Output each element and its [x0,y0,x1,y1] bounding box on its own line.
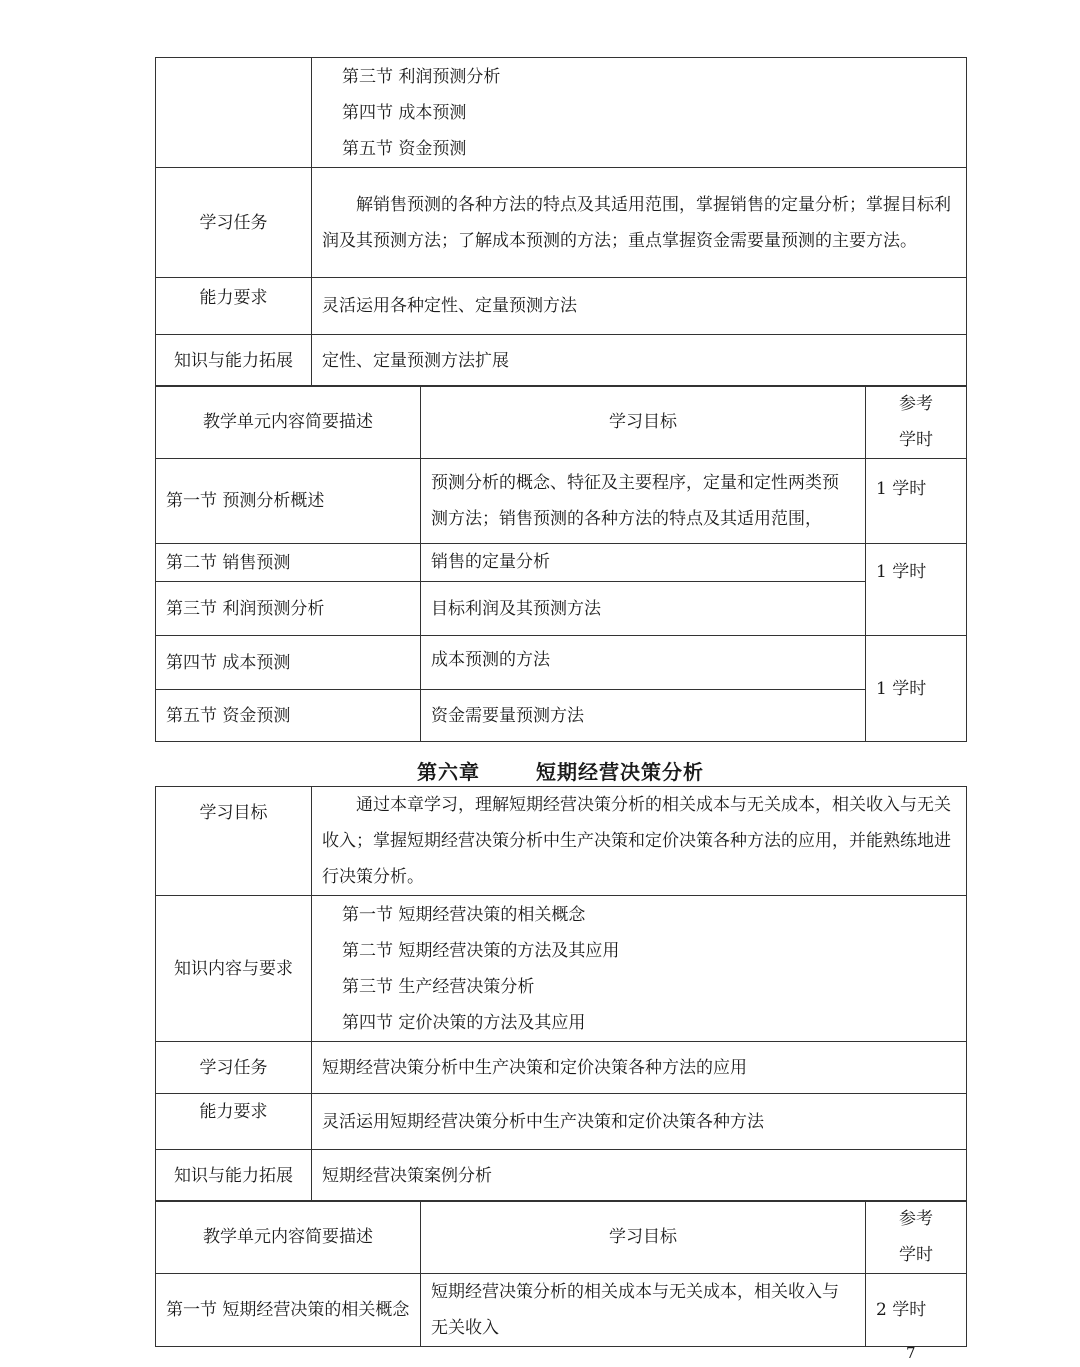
chapter5-units-table [155,385,967,742]
unit-goal: 销售的定量分析 [421,544,866,582]
unit-goal: 成本预测的方法 [421,636,866,690]
chapter6-title [155,756,966,785]
knowledge-line: 第一节 短期经营决策的相关概念 [342,904,586,925]
header-goal: 学习目标 [421,386,866,459]
chapter6-units-table [155,1200,967,1347]
unit-row [156,544,967,582]
knowledge-label-cell [156,58,312,168]
unit-desc: 第一节 预测分析概述 [156,459,421,544]
ability-text: 灵活运用各种定性、定量预测方法 [312,278,967,335]
units-header-row [156,1201,967,1274]
ability-label: 能力要求 [156,1094,312,1150]
knowledge-line: 第五节 资金预测 [342,138,467,159]
unit-row [156,1274,967,1347]
unit-row [156,582,967,636]
chapter6-name: 短期经营决策分析 [535,760,704,784]
header-ref-line2: 学时 [899,430,933,450]
extension-label: 知识与能力拓展 [156,1150,312,1202]
knowledge-line: 第三节 生产经营决策分析 [342,976,535,997]
knowledge-line: 第四节 成本预测 [342,102,467,123]
tasks-label: 学习任务 [156,168,312,278]
unit-desc: 第三节 利润预测分析 [156,582,421,636]
unit-desc: 第五节 资金预测 [156,690,421,742]
tasks-text [312,168,967,278]
extension-row [156,1150,967,1202]
knowledge-line: 第二节 短期经营决策的方法及其应用 [342,940,620,961]
page-number: 7 [906,1344,916,1362]
ability-row [156,1094,967,1150]
tasks-text: 短期经营决策分析中生产决策和定价决策各种方法的应用 [312,1042,967,1094]
goal-label: 学习目标 [156,787,312,896]
header-desc: 教学单元内容简要描述 [156,386,421,459]
tasks-row [156,168,967,278]
unit-desc: 第四节 成本预测 [156,636,421,690]
unit-goal: 目标利润及其预测方法 [421,582,866,636]
header-ref-line1: 参考 [899,394,933,414]
goal-row [156,787,967,896]
unit-hours: 1 学时 [866,544,967,636]
header-ref-line1: 参考 [899,1209,933,1229]
header-goal: 学习目标 [421,1201,866,1274]
chapter5-overview-table [155,57,967,387]
unit-row [156,636,967,690]
unit-goal: 预测分析的概念、特征及主要程序，定量和定性两类预测方法；销售预测的各种方法的特点及其适用范围， [421,459,866,544]
chapter6-overview-table [155,786,967,1202]
unit-hours: 1 学时 [866,636,967,742]
extension-row [156,335,967,387]
knowledge-label: 知识内容与要求 [156,896,312,1042]
unit-desc: 第一节 短期经营决策的相关概念 [156,1274,421,1347]
units-header-row [156,386,967,459]
extension-text: 短期经营决策案例分析 [312,1150,967,1202]
knowledge-row [156,58,967,168]
header-desc: 教学单元内容简要描述 [156,1201,421,1274]
knowledge-line: 第四节 定价决策的方法及其应用 [342,1012,586,1033]
header-ref-line2: 学时 [899,1245,933,1265]
tasks-label: 学习任务 [156,1042,312,1094]
knowledge-line: 第三节 利润预测分析 [342,66,501,87]
unit-hours: 1 学时 [866,459,967,544]
extension-label: 知识与能力拓展 [156,335,312,387]
ability-label: 能力要求 [156,278,312,335]
goal-text [312,787,967,896]
unit-row [156,459,967,544]
ability-row [156,278,967,335]
knowledge-content-cell [312,58,967,168]
unit-goal: 资金需要量预测方法 [421,690,866,742]
goal-paragraph: 通过本章学习，理解短期经营决策分析的相关成本与无关成本，相关收入与无关收入；掌握短期经营决策分析中生产决策和定价决策各种方法的应用，并能熟练地进行决策分析。 [322,795,951,887]
extension-text: 定性、定量预测方法扩展 [312,335,967,387]
chapter6-number: 第六章 [417,760,481,784]
knowledge-content-cell [312,896,967,1042]
unit-hours: 2 学时 [866,1274,967,1347]
unit-desc: 第二节 销售预测 [156,544,421,582]
tasks-row [156,1042,967,1094]
header-ref [866,386,967,459]
tasks-paragraph: 解销售预测的各种方法的特点及其适用范围，掌握销售的定量分析；掌握目标利润及其预测方法；了解成本预测的方法；重点掌握资金需要量预测的主要方法。 [322,194,951,251]
knowledge-row [156,896,967,1042]
header-ref [866,1201,967,1274]
unit-goal: 短期经营决策分析的相关成本与无关成本，相关收入与无关收入 [421,1274,866,1347]
ability-text: 灵活运用短期经营决策分析中生产决策和定价决策各种方法 [312,1094,967,1150]
unit-row [156,690,967,742]
